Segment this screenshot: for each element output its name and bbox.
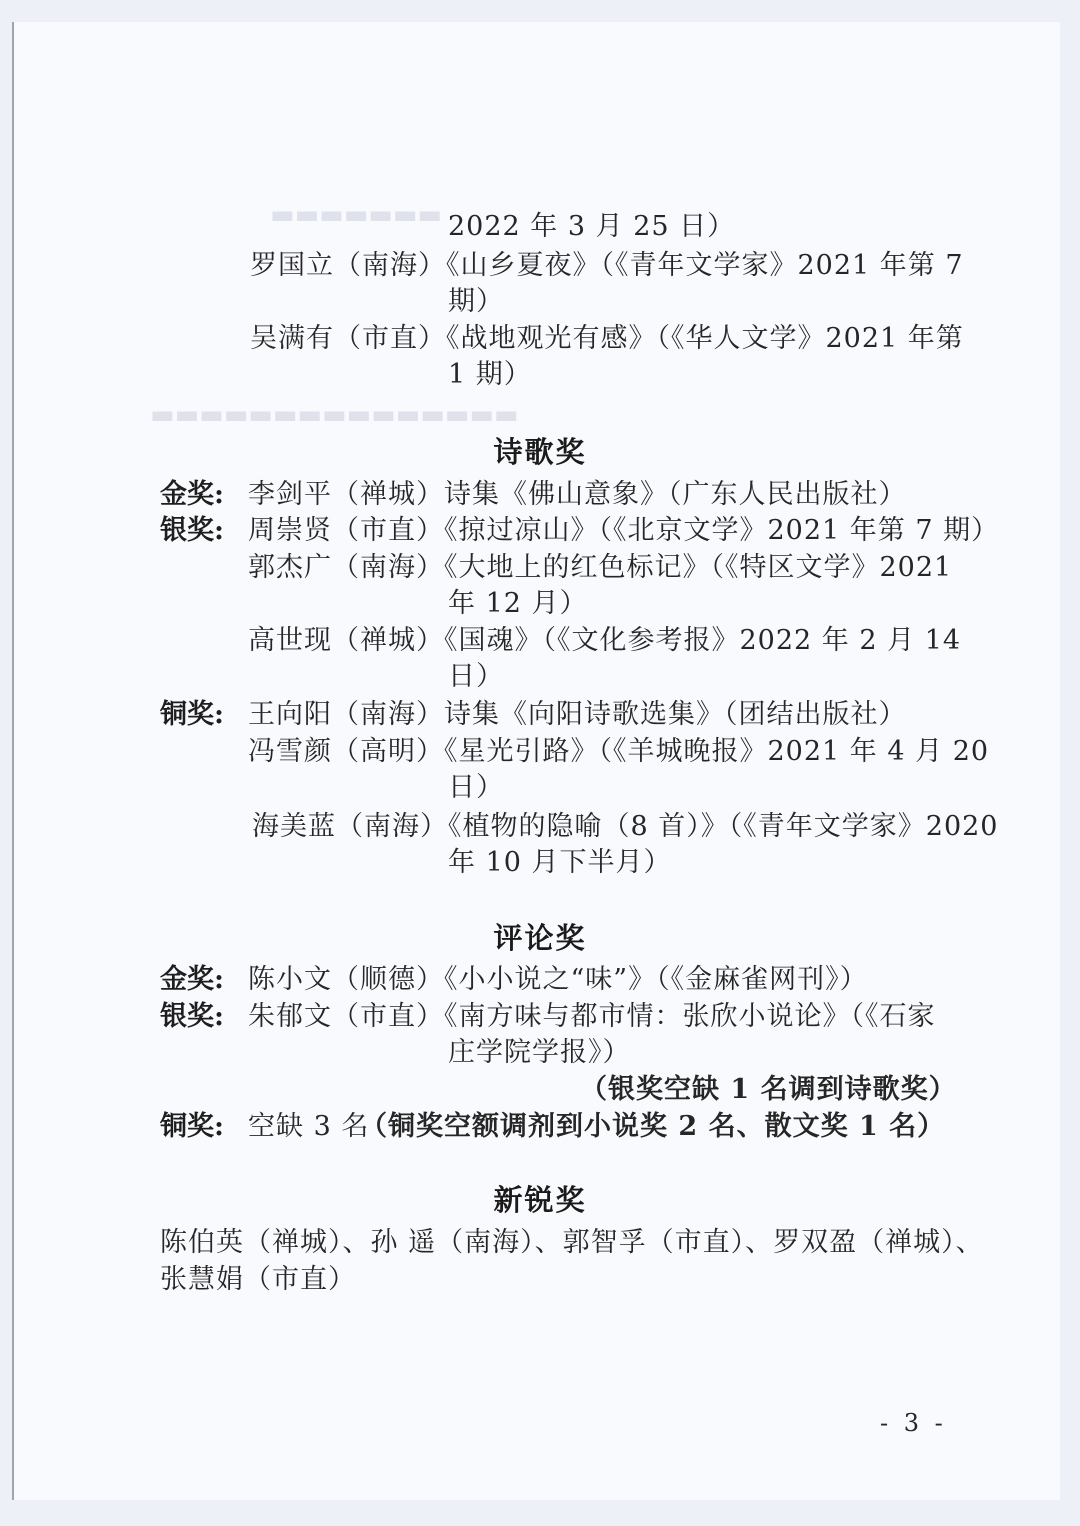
award-entry: 年 10 月下半月） bbox=[448, 847, 672, 878]
silver-label: 银奖: bbox=[160, 515, 224, 546]
award-entry: 海美蓝（南海）《植物的隐喻（8 首）》（《青年文学家》2020 bbox=[252, 811, 999, 842]
section-title-poetry: 诗歌奖 bbox=[493, 435, 587, 469]
bronze-label: 铜奖: bbox=[160, 699, 224, 730]
bleed-through-mark: ▬▬▬▬▬▬▬▬▬▬▬▬▬▬▬ bbox=[150, 400, 519, 430]
gold-label: 金奖: bbox=[160, 479, 224, 510]
award-entry: 空缺 3 名 bbox=[248, 1111, 370, 1142]
text-line: 1 期） bbox=[448, 359, 532, 390]
award-entry: 李剑平（禅城）诗集《佛山意象》（广东人民出版社） bbox=[248, 479, 907, 510]
bleed-through-mark: ▬▬▬▬▬▬▬ bbox=[270, 200, 442, 230]
award-entry: 朱郁文（市直）《南方味与都市情：张欣小说论》（《石家 bbox=[248, 1001, 936, 1032]
text-line: 期） bbox=[448, 286, 504, 317]
award-entry: 周崇贤（市直）《掠过凉山》（《北京文学》2021 年第 7 期） bbox=[248, 515, 1000, 546]
award-entry: 年 12 月） bbox=[448, 588, 588, 619]
award-entry: 陈小文（顺德）《小小说之“味”》（《金麻雀网刊》） bbox=[248, 964, 868, 995]
gold-label: 金奖: bbox=[160, 964, 224, 995]
page-number: - 3 - bbox=[880, 1409, 947, 1437]
award-entry: 庄学院学报》） bbox=[448, 1037, 631, 1068]
award-entry: 张慧娟（市直） bbox=[160, 1264, 356, 1295]
text-line: 2022 年 3 月 25 日） bbox=[448, 211, 736, 242]
section-title-criticism: 评论奖 bbox=[493, 921, 587, 955]
award-entry: 日） bbox=[448, 772, 504, 803]
text-line: 罗国立（南海）《山乡夏夜》（《青年文学家》2021 年第 7 bbox=[250, 250, 964, 281]
award-entry: 高世现（禅城）《国魂》（《文化参考报》2022 年 2 月 14 bbox=[248, 625, 962, 656]
award-entry: 日） bbox=[448, 661, 504, 692]
text-line: 吴满有（市直）《战地观光有感》（《华人文学》2021 年第 bbox=[250, 323, 964, 354]
section-title-newcomer: 新锐奖 bbox=[493, 1183, 587, 1217]
award-note: （银奖空缺 1 名调到诗歌奖） bbox=[580, 1074, 957, 1105]
award-note: （铜奖空额调剂到小说奖 2 名、散文奖 1 名） bbox=[360, 1111, 946, 1142]
silver-label: 银奖: bbox=[160, 1001, 224, 1032]
award-entry: 陈伯英（禅城）、孙 遥（南海）、郭智孚（市直）、罗双盈（禅城）、 bbox=[160, 1227, 984, 1258]
award-entry: 王向阳（南海）诗集《向阳诗歌选集》（团结出版社） bbox=[248, 699, 907, 730]
award-entry: 冯雪颜（高明）《星光引路》（《羊城晚报》2021 年 4 月 20 bbox=[248, 736, 990, 767]
award-entry: 郭杰广（南海）《大地上的红色标记》（《特区文学》2021 bbox=[248, 552, 953, 583]
bronze-label: 铜奖: bbox=[160, 1111, 224, 1142]
